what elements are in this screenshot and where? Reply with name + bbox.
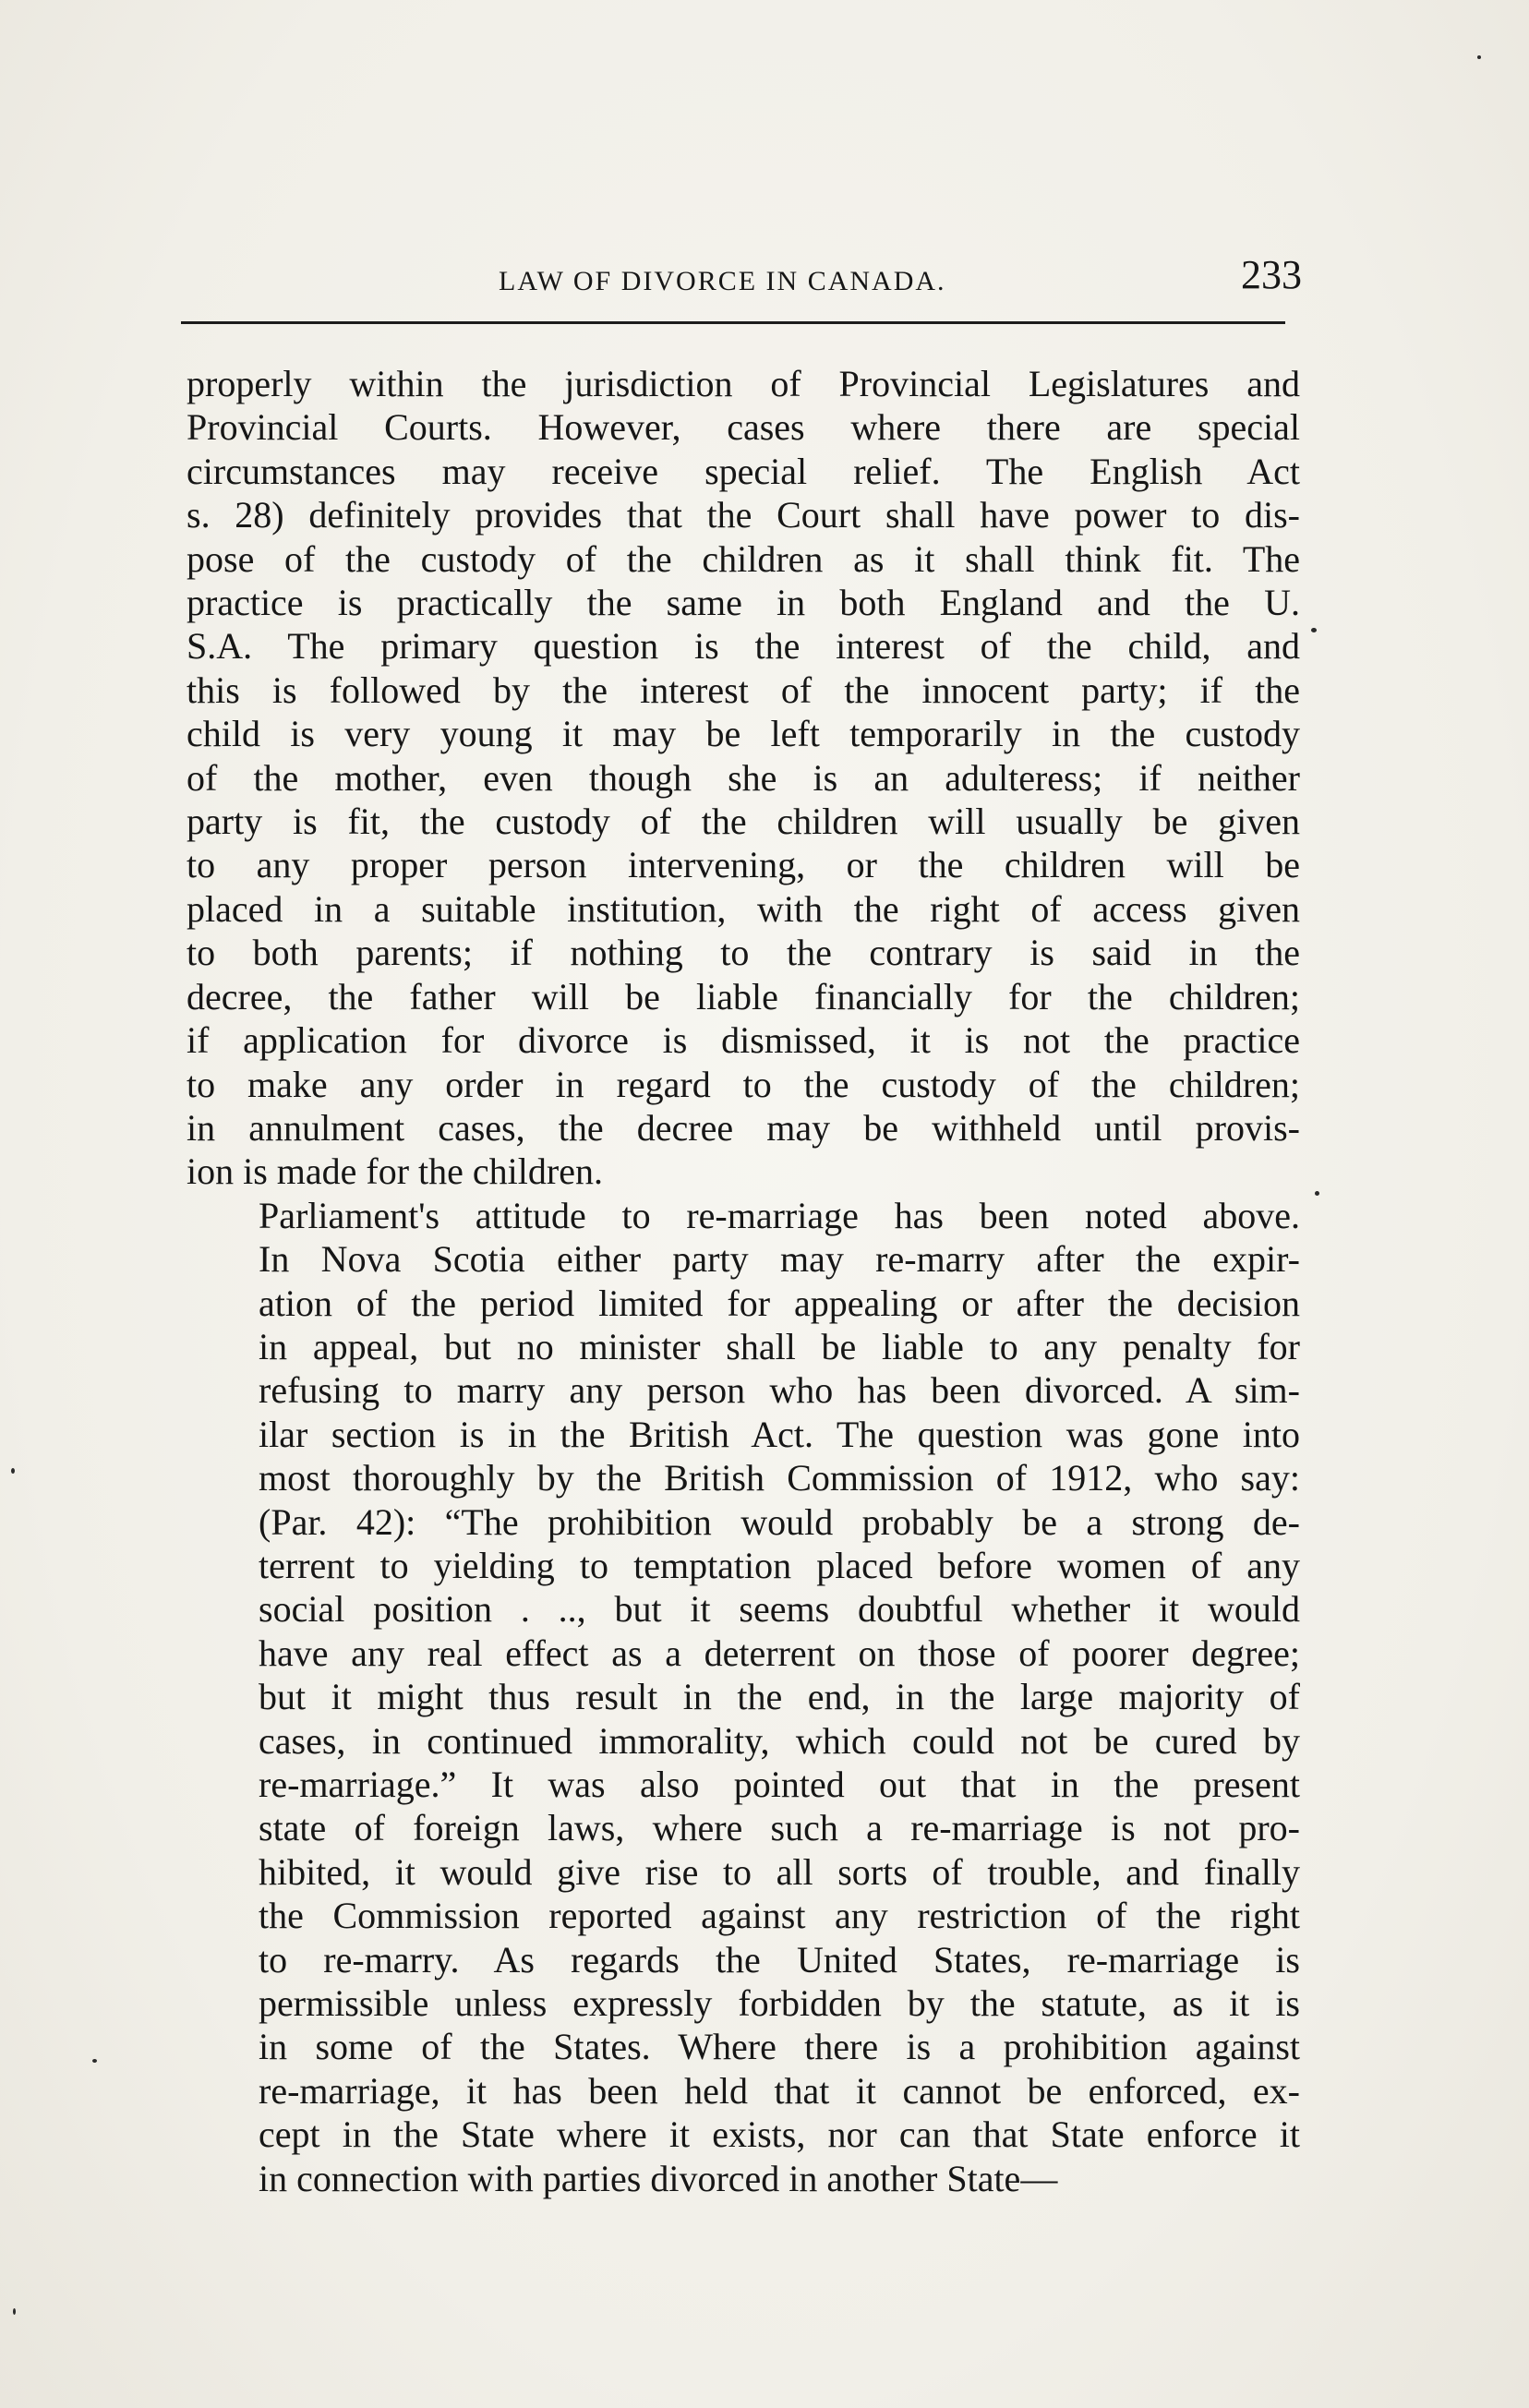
paragraph	[187, 362, 1300, 1194]
page-number: 233	[1241, 252, 1302, 297]
text-line: if application for divorce is dismissed, it is not the practice	[187, 1019, 1300, 1062]
text-line: ilar section is in the British Act. The question was gone into	[259, 1413, 1300, 1455]
scan-speck	[1315, 1191, 1319, 1196]
text-line: most thoroughly by the British Commission of 1912, who say:	[259, 1457, 1300, 1499]
text-line: s. 28) definitely provides that the Court shall have power to dis-	[187, 494, 1300, 536]
text-line: re-marriage.” It was also pointed out that in the present	[259, 1764, 1300, 1805]
text-line: the Commission reported against any restriction of the right	[259, 1895, 1300, 1937]
text-line: in appeal, but no minister shall be liable to any penalty for	[259, 1325, 1300, 1367]
paragraph	[187, 1194, 1300, 2200]
scan-speck	[13, 2308, 16, 2315]
running-title: LAW OF DIVORCE IN CANADA.	[499, 266, 946, 296]
text-line: ation of the period limited for appealing or after the decision	[259, 1282, 1300, 1324]
text-line: have any real effect as a deterrent on those of poorer degree;	[259, 1631, 1300, 1674]
text-line: properly within the jurisdiction of Provincial Legislatures and	[187, 363, 1300, 404]
scan-speck	[1477, 55, 1481, 59]
text-line: of the mother, even though she is an adulteress; if neither	[187, 756, 1300, 799]
text-line: (Par. 42): “The prohibition would probably be a strong de-	[259, 1500, 1300, 1543]
text-line: in connection with parties divorced in another State—	[259, 2157, 1058, 2199]
text-line: to both parents; if nothing to the contrary is said in the	[187, 932, 1300, 974]
text-line: decree, the father will be liable financially for the children;	[187, 975, 1300, 1017]
text-line: cases, in continued immorality, which could not be cured by	[259, 1719, 1300, 1762]
text-line: party is fit, the custody of the children will usually be given	[187, 801, 1300, 843]
text-line: Provincial Courts. However, cases where there are special	[187, 406, 1300, 449]
text-line: practice is practically the same in both England and the U.	[187, 582, 1300, 624]
text-line: circumstances may receive special relief. The English Act	[187, 450, 1300, 492]
text-line: terrent to yielding to temptation placed before women of any	[259, 1544, 1300, 1586]
header-rule	[181, 321, 1285, 324]
text-line: but it might thus result in the end, in the large majority of	[259, 1676, 1300, 1718]
body-text	[187, 362, 1300, 2200]
text-line: refusing to marry any person who has been divorced. A sim-	[259, 1369, 1300, 1412]
text-line: permissible unless expressly forbidden by the statute, as it is	[259, 1982, 1300, 2025]
text-line: ion is made for the children.	[187, 1150, 603, 1193]
scan-speck	[92, 2059, 97, 2063]
text-line: in annulment cases, the decree may be withheld until provis-	[187, 1106, 1300, 1149]
text-line: Parliament's attitude to re-marriage has been noted above.	[259, 1194, 1300, 1236]
text-line: placed in a suitable institution, with the right of access given	[187, 887, 1300, 930]
text-line: In Nova Scotia either party may re-marry after the expir-	[259, 1238, 1300, 1281]
text-line: re-marriage, it has been held that it cannot be enforced, ex-	[259, 2069, 1300, 2112]
text-line: to make any order in regard to the custody of the children;	[187, 1063, 1300, 1105]
text-line: this is followed by the interest of the innocent party; if the	[187, 668, 1300, 711]
text-line: in some of the States. Where there is a prohibition against	[259, 2026, 1300, 2068]
scan-speck	[11, 1468, 15, 1474]
text-line: pose of the custody of the children as it shall think fit. The	[187, 537, 1300, 580]
text-line: to any proper person intervening, or the children will be	[187, 844, 1300, 886]
text-line: state of foreign laws, where such a re-marriage is not pro-	[259, 1807, 1300, 1849]
text-line: to re-marry. As regards the United States, re-marriage is	[259, 1938, 1300, 1981]
text-line: hibited, it would give rise to all sorts of trouble, and finally	[259, 1850, 1300, 1893]
text-line: cept in the State where it exists, nor can that State enforce it	[259, 2113, 1300, 2156]
scan-speck	[1311, 628, 1317, 632]
text-line: child is very young it may be left temporarily in the custody	[187, 713, 1300, 755]
text-line: social position . .., but it seems doubtful whether it would	[259, 1588, 1300, 1631]
page-header	[185, 251, 1302, 307]
text-line: S.A. The primary question is the interest of the child, and	[187, 625, 1300, 668]
